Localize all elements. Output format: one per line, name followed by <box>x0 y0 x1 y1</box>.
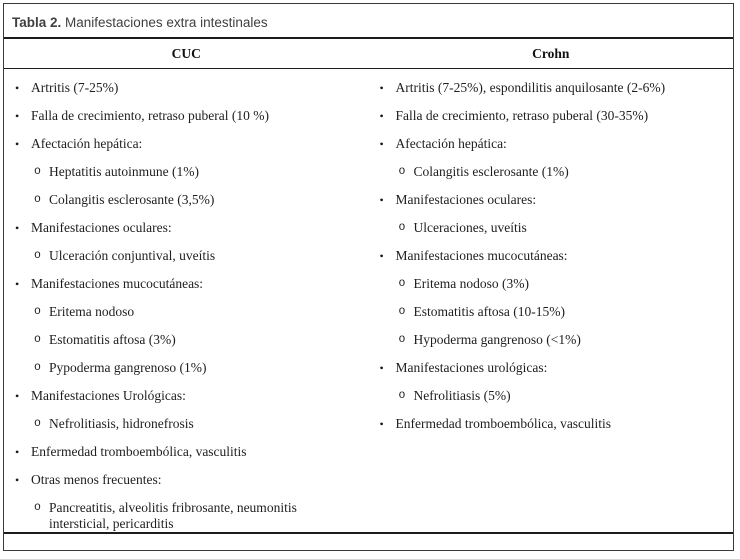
list-item-text: Estomatitis aftosa (10-15%) <box>413 304 565 319</box>
list-item <box>380 136 728 152</box>
list-item <box>380 276 728 292</box>
bullet-circle-icon: o <box>398 305 406 318</box>
bullet-circle-icon: o <box>34 361 41 374</box>
list-item <box>380 360 728 376</box>
list-item <box>15 108 363 124</box>
bullet-dot-icon: • <box>379 417 384 431</box>
list-item <box>380 164 728 180</box>
table-frame <box>3 3 734 551</box>
list-item <box>15 164 363 180</box>
list-item-text: Pypoderma gangrenoso (1%) <box>49 360 207 375</box>
list-item <box>380 192 728 208</box>
column-crohn <box>369 80 734 532</box>
list-item <box>15 360 363 376</box>
list-item <box>15 332 363 348</box>
bullet-circle-icon: o <box>34 417 41 430</box>
list-item <box>380 108 728 124</box>
list-item-text: Eritema nodoso <box>49 304 135 319</box>
bullet-dot-icon: • <box>15 109 20 123</box>
list-item <box>380 220 728 236</box>
list-item-text: Enfermedad tromboembólica, vasculitis <box>31 444 247 459</box>
bullet-dot-icon: • <box>379 361 384 375</box>
bullet-dot-icon: • <box>379 81 384 95</box>
list-item-text: Afectación hepática: <box>395 136 507 151</box>
list-item-text: Otras menos frecuentes: <box>31 472 162 487</box>
footer-strip <box>4 534 733 550</box>
list-item <box>15 192 363 208</box>
bullet-circle-icon: o <box>398 165 406 178</box>
table-header-row <box>4 39 733 69</box>
bullet-dot-icon: • <box>379 109 384 123</box>
list-item-text: Afectación hepática: <box>31 136 143 151</box>
bullet-dot-icon: • <box>15 137 20 151</box>
list-item-text: Falla de crecimiento, retraso puberal (30-35%) <box>395 108 649 123</box>
list-item <box>15 220 363 236</box>
bullet-circle-icon: o <box>398 221 406 234</box>
table-title-text: Manifestaciones extra intestinales <box>61 15 268 30</box>
list-item-text: Manifestaciones oculares: <box>31 220 172 235</box>
bullet-dot-icon: • <box>15 277 20 291</box>
list-item-text: Ulceración conjuntival, uveítis <box>49 248 216 263</box>
list-item-text: Manifestaciones oculares: <box>395 192 537 207</box>
list-item-text: Colangitis esclerosante (3,5%) <box>49 192 215 207</box>
table-title-label: Tabla 2. <box>12 15 62 30</box>
list-item-text: Artritis (7-25%), espondilitis anquilosante (2-6%) <box>395 80 666 95</box>
bullet-circle-icon: o <box>398 333 406 346</box>
table-title <box>4 4 733 39</box>
bullet-dot-icon: • <box>379 249 384 263</box>
list-item-text: Nefrolitiasis, hidronefrosis <box>49 416 194 431</box>
bullet-dot-icon: • <box>15 389 20 403</box>
list-item <box>380 304 728 320</box>
bullet-circle-icon: o <box>398 277 406 290</box>
list-item-text: Enfermedad tromboembólica, vasculitis <box>395 416 612 431</box>
list-item <box>15 500 363 532</box>
list-item-text: Manifestaciones mucocutáneas: <box>395 248 568 263</box>
bullet-dot-icon: • <box>15 445 20 459</box>
list-item <box>15 444 363 460</box>
bullet-circle-icon: o <box>398 389 406 402</box>
list-item <box>15 80 363 96</box>
bullet-circle-icon: o <box>34 333 41 346</box>
list-item-text: Pancreatitis, alveolitis fribrosante, neumonitis intersticial, pericarditis <box>49 500 297 531</box>
bullet-dot-icon: • <box>15 81 20 95</box>
list-item <box>380 332 728 348</box>
list-item-text: Colangitis esclerosante (1%) <box>413 164 569 179</box>
column-header-crohn: Crohn <box>532 46 570 61</box>
bullet-circle-icon: o <box>34 249 41 262</box>
list-item-text: Manifestaciones Urológicas: <box>31 388 186 403</box>
list-item-text: Nefrolitiasis (5%) <box>413 388 511 403</box>
list-item-text: Estomatitis aftosa (3%) <box>49 332 176 347</box>
column-cuc <box>4 80 369 532</box>
list-item <box>15 136 363 152</box>
list-item-text: Ulceraciones, uveítis <box>413 220 527 235</box>
bullet-circle-icon: o <box>34 165 41 178</box>
bullet-dot-icon: • <box>15 473 20 487</box>
list-item-text: Manifestaciones urológicas: <box>395 360 548 375</box>
list-item-text: Hypoderma gangrenoso (<1%) <box>413 332 581 347</box>
list-item <box>380 248 728 264</box>
list-item <box>15 248 363 264</box>
bullet-dot-icon: • <box>15 221 20 235</box>
bullet-circle-icon: o <box>34 305 41 318</box>
list-item <box>15 416 363 432</box>
list-item <box>15 304 363 320</box>
bullet-dot-icon: • <box>379 193 384 207</box>
bullet-dot-icon: • <box>379 137 384 151</box>
table-body <box>4 69 733 532</box>
list-item-text: Falla de crecimiento, retraso puberal (10 %) <box>31 108 270 123</box>
list-item <box>15 472 363 488</box>
list-item-text: Eritema nodoso (3%) <box>413 276 529 291</box>
list-item <box>380 388 728 404</box>
list-item-text: Manifestaciones mucocutáneas: <box>31 276 204 291</box>
column-header-cuc: CUC <box>171 46 201 61</box>
bullet-circle-icon: o <box>34 501 41 514</box>
list-item <box>15 276 363 292</box>
list-item <box>380 80 728 96</box>
list-item <box>15 388 363 404</box>
list-item <box>380 416 728 432</box>
bullet-circle-icon: o <box>34 193 41 206</box>
list-item-text: Heptatitis autoinmune (1%) <box>49 164 199 179</box>
list-item-text: Artritis (7-25%) <box>31 80 119 95</box>
